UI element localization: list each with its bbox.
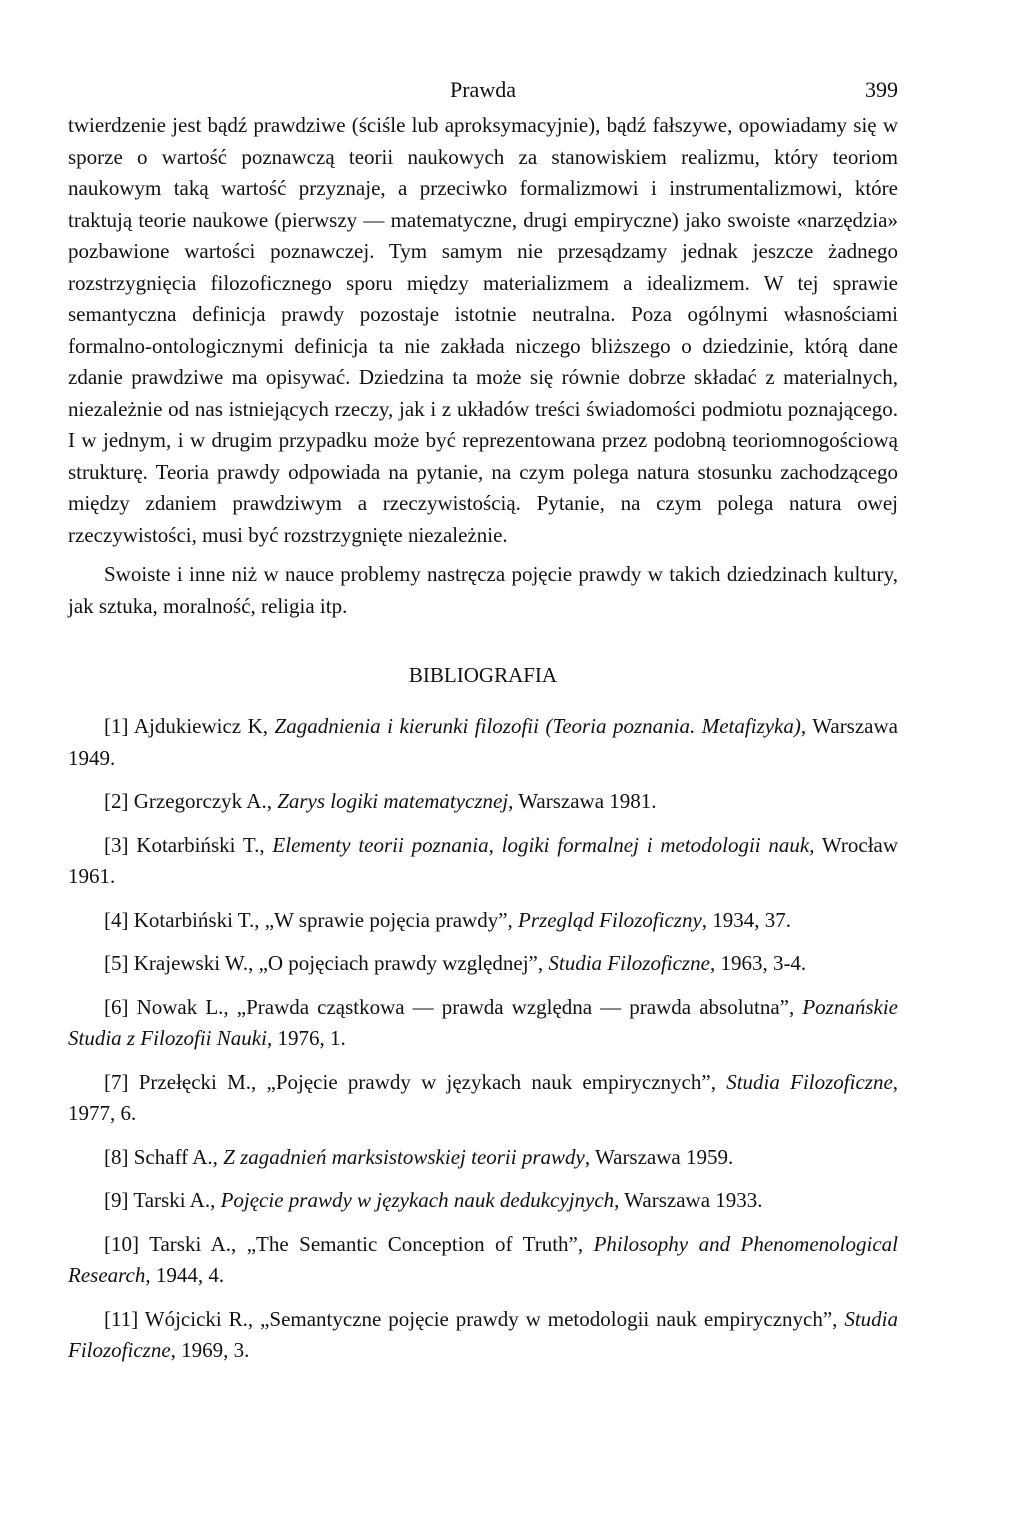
bibliography-entry (68, 830, 898, 893)
bibliography-entry-details: , 1963, 3-4. (709, 951, 807, 975)
bibliography-entry (68, 786, 898, 818)
bibliography-entry-number: [10] (104, 1231, 139, 1256)
bibliography-entry-author: Tarski A., (133, 1188, 221, 1212)
bibliography-entry-title: Studia Filozoficzne (726, 1069, 893, 1094)
bibliography-entry-number: [3] (104, 832, 129, 857)
bibliography-entry-number: [11] (104, 1306, 139, 1331)
bibliography-entry-title: Zagadnienia i kierunki filozofii (Teoria poznania. Metafizyka) (274, 714, 801, 738)
bibliography-entry (68, 1185, 898, 1217)
running-title: Prawda (450, 77, 516, 102)
bibliography-entry-title: Zarys logiki matematycznej (277, 789, 509, 813)
bibliography-entry-title: Philosophy and Phenomenological Research (68, 1231, 898, 1287)
bibliography-entry (68, 905, 898, 937)
bibliography-entry-details: , Warszawa 1933. (614, 1188, 763, 1212)
bibliography-entry-author: Ajdukiewicz K, (133, 714, 275, 738)
bibliography-entry (68, 1229, 898, 1292)
bibliography-entry-details: , Wrocław 1961. (68, 832, 899, 888)
bibliography-entry-number: [2] (104, 789, 129, 813)
bibliography-entry (68, 1304, 898, 1367)
bibliography-entry-author: Schaff A., (133, 1144, 224, 1169)
bibliography-entry-author: Krajewski W., „O pojęciach prawdy względnej”, (133, 951, 549, 975)
bibliography-entry-details: , Warszawa 1949. (68, 714, 898, 770)
bibliography-entry-number: [6] (104, 994, 129, 1019)
bibliography-entry-details: , 1934, 37. (701, 907, 792, 932)
bibliography-entry-author: Przełęcki M., „Pojęcie prawdy w językach nauk empirycznych”, (138, 1069, 727, 1094)
bibliography-entry-title: Pojęcie prawdy w językach nauk dedukcyjnych (220, 1188, 615, 1212)
bibliography-entry-number: [5] (104, 951, 129, 975)
bibliography-entry-title: Elementy teorii poznania, logiki formalnej i metodologii nauk (272, 832, 810, 857)
bibliography-entry-author: Nowak L., „Prawda cząstkowa — prawda względna — prawda absolutna”, (136, 994, 803, 1019)
bibliography-list (68, 711, 898, 1367)
bibliography-entry-title: Studia Filozoficzne (548, 951, 710, 975)
bibliography-entry (68, 1142, 898, 1174)
bibliography-entry-details: , 1977, 6. (68, 1069, 899, 1125)
bibliography-entry-details: , 1969, 3. (170, 1338, 250, 1362)
bibliography-entry-number: [4] (104, 907, 129, 932)
page-number: 399 (865, 77, 898, 102)
bibliography-entry-author: Grzegorczyk A., (133, 789, 278, 813)
bibliography-entry-number: [8] (104, 1144, 129, 1169)
bibliography-entry-number: [7] (104, 1069, 129, 1094)
book-page (68, 70, 898, 1379)
bibliography-entry-number: [9] (104, 1188, 129, 1212)
bibliography-heading: BIBLIOGRAFIA (408, 663, 558, 687)
bibliography-entry-details: , Warszawa 1981. (508, 789, 657, 813)
body-text (68, 110, 898, 622)
bibliography-entry-details: , 1976, 1. (266, 1026, 346, 1050)
bibliography-entry-number: [1] (104, 714, 129, 738)
bibliography-entry (68, 948, 898, 980)
body-paragraph: Swoiste i inne niż w nauce problemy nastręcza pojęcie prawdy w takich dziedzinach kultury, jak sztuka, moralność, religia itp. (68, 562, 898, 618)
bibliography-entry-title: Z zagadnień marksistowskiej teorii prawdy (223, 1144, 585, 1169)
body-paragraph: twierdzenie jest bądź prawdziwe (ściśle lub aproksymacyjnie), bądź fałszywe, opowiadamy się w sporze o wartość poznawczą teorii naukowych za stanowiskiem realizmu, który teoriom naukowym taką wartość przyznaje, a przeciwko formalizmowi i instrumentalizmowi, które traktują teorie naukowe (pierwszy — matematyczne, drugi empiryczne) jako swoiste «narzędzia» pozbawione wartości poznawczej. Tym samym nie przesądzamy jednak jeszcze żadnego rozstrzygnięcia filozoficznego sporu między materializmem a idealizmem. W tej sprawie semantyczna definicja prawdy pozostaje istotnie neutralna. Poza ogólnymi własnościami formalno-ontologicznymi definicja ta nie zakłada niczego bliższego o dziedzinie, którą dane zdanie prawdziwe ma opisywać. Dziedzina ta może się równie dobrze składać z materialnych, niezależnie od nas istniejących rzeczy, jak i z układów treści świadomości podmiotu poznającego. I w jednym, i w drugim przypadku może być reprezentowana przez podobną teoriomnogościową strukturę. Teoria prawdy odpowiada na pytanie, na czym polega natura stosunku zachodzącego między zdaniem prawdziwym a rzeczywistością. Pytanie, na czym polega natura owej rzeczywistości, musi być rozstrzygnięte niezależnie. (68, 113, 898, 547)
bibliography-entry-details: , 1944, 4. (145, 1263, 225, 1287)
bibliography-entry (68, 711, 898, 774)
bibliography-entry-author: Kotarbiński T., (136, 832, 273, 857)
bibliography-entry-title: Przegląd Filozoficzny (518, 907, 702, 932)
bibliography-entry-title: Poznańskie Studia z Filozofii Nauki (68, 994, 898, 1050)
bibliography-entry-author: Wójcicki R., „Semantyczne pojęcie prawdy w metodologii nauk empirycznych”, (144, 1306, 845, 1331)
bibliography-entry (68, 992, 898, 1055)
bibliography-entry (68, 1067, 898, 1130)
bibliography-entry-author: Tarski A., „The Semantic Conception of Truth”, (149, 1231, 594, 1256)
bibliography-entry-author: Kotarbiński T., „W sprawie pojęcia prawdy”, (133, 907, 519, 932)
running-header (68, 70, 898, 110)
bibliography-entry-details: , Warszawa 1959. (584, 1144, 734, 1169)
bibliography-entry-title: Studia Filozoficzne (68, 1306, 899, 1362)
